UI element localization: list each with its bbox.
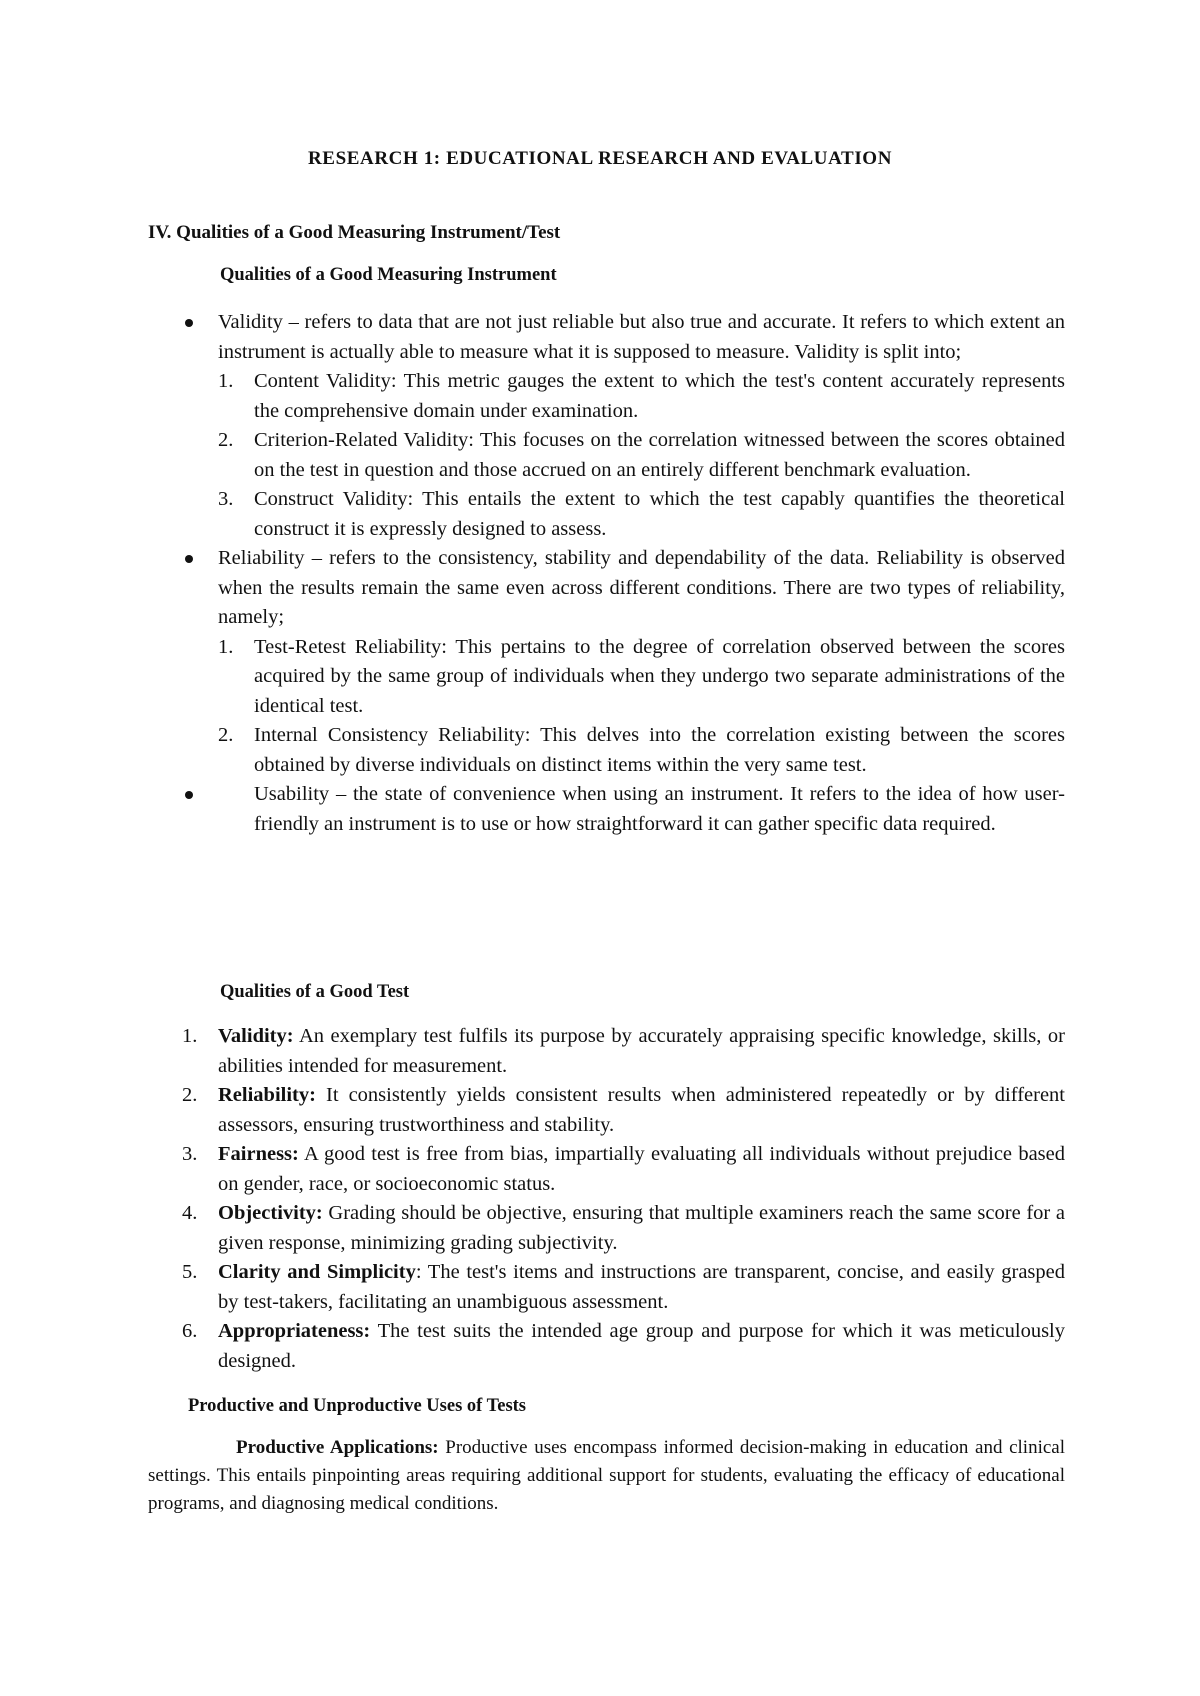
bullet-icon: [185, 555, 193, 563]
validity-bullet: [180, 308, 1065, 367]
instrument-qualities-list: [180, 308, 1065, 839]
list-item: [180, 485, 1065, 544]
list-item: [180, 1022, 1065, 1081]
list-item: [180, 1317, 1065, 1376]
list-number: 2.: [182, 1084, 198, 1106]
usability-bullet: [180, 780, 1065, 839]
list-item-text: An exemplary test fulfils its purpose by accurately appraising specific knowledge, skills, or abilities intended for measurement.: [218, 1025, 1065, 1077]
list-item: [180, 1258, 1065, 1317]
list-number: 1.: [218, 370, 234, 392]
bullet-icon: [185, 319, 193, 327]
list-item-text: Content Validity: This metric gauges the extent to which the test's content accurately represents the comprehensive domain under examination.: [254, 370, 1065, 422]
uses-heading: Productive and Unproductive Uses of Tests: [188, 1396, 527, 1416]
usability-text: Usability – the state of convenience when using an instrument. It refers to the idea of how user-friendly an instrument is to use or how straightforward it can gather specific data required.: [254, 783, 1065, 835]
list-item: [180, 633, 1065, 722]
document-title: RESEARCH 1: EDUCATIONAL RESEARCH AND EVALUATION: [307, 148, 893, 169]
productive-paragraph: [148, 1434, 1065, 1518]
list-item: [180, 367, 1065, 426]
reliability-bullet: [180, 544, 1065, 633]
list-item: [180, 426, 1065, 485]
list-item-text: Internal Consistency Reliability: This delves into the correlation existing between the scores obtained by diverse individuals on distinct items within the very same test.: [254, 724, 1065, 776]
list-item-term: Fairness:: [218, 1143, 299, 1165]
list-item: [180, 1199, 1065, 1258]
list-item: [180, 1081, 1065, 1140]
list-item-text: It consistently yields consistent results when administered repeatedly or by different assessors, ensuring trustworthiness and stability.: [218, 1084, 1065, 1136]
list-item-term: Reliability:: [218, 1084, 316, 1106]
validity-text: Validity – refers to data that are not just reliable but also true and accurate. It refers to which extent an instrument is actually able to measure what it is supposed to measure. Validity is split into;: [218, 311, 1065, 363]
list-number: 2.: [218, 429, 234, 451]
list-number: 4.: [182, 1202, 198, 1224]
list-item-text: A good test is free from bias, impartially evaluating all individuals without prejudice based on gender, race, or socioeconomic status.: [218, 1143, 1065, 1195]
test-heading: Qualities of a Good Test: [220, 982, 410, 1002]
list-item-text: Criterion-Related Validity: This focuses on the correlation witnessed between the scores obtained on the test in question and those accrued on an entirely different benchmark evaluation.: [254, 429, 1065, 481]
list-number: 3.: [182, 1143, 198, 1165]
instrument-heading: Qualities of a Good Measuring Instrument: [220, 265, 557, 285]
list-item-term: Validity:: [218, 1025, 294, 1047]
list-item-term: Objectivity:: [218, 1202, 323, 1224]
list-item-text: Test-Retest Reliability: This pertains to the degree of correlation observed between the scores acquired by the same group of individuals when they undergo two separate administrations of the identical test.: [254, 635, 1065, 717]
list-item: [180, 1140, 1065, 1199]
productive-label: Productive Applications:: [236, 1437, 439, 1458]
list-item-text: The test suits the intended age group and purpose for which it was meticulously designed.: [218, 1320, 1065, 1372]
list-number: 6.: [182, 1320, 198, 1342]
list-number: 1.: [218, 635, 234, 658]
list-item-term: Appropriateness:: [218, 1320, 371, 1342]
section-heading: IV. Qualities of a Good Measuring Instrument/Test: [148, 222, 561, 243]
list-item-term: Clarity and Simplicity: [218, 1261, 416, 1283]
list-item-text: Construct Validity: This entails the extent to which the test capably quantifies the theoretical construct it is expressly designed to assess.: [254, 488, 1065, 540]
test-qualities-list: [180, 1022, 1065, 1376]
list-number: 2.: [218, 724, 234, 746]
list-item-text: : The test's items and instructions are transparent, concise, and easily grasped by test-takers, facilitating an unambiguous assessment.: [218, 1261, 1065, 1313]
bullet-icon: [185, 791, 193, 799]
productive-text: Productive uses encompass informed decision-making in education and clinical settings. This entails pinpointing areas requiring additional support for students, evaluating the efficacy of educational programs, and diagnosing medical conditions.: [148, 1437, 1066, 1514]
list-number: 5.: [182, 1261, 198, 1283]
list-number: 3.: [218, 488, 234, 510]
list-item-text: Grading should be objective, ensuring that multiple examiners reach the same score for a given response, minimizing grading subjectivity.: [218, 1202, 1065, 1254]
reliability-text: Reliability – refers to the consistency, stability and dependability of the data. Reliability is observed when the results remain the same even across different conditions. There are two types of reliability, namely;: [218, 547, 1065, 628]
list-item: [180, 721, 1065, 780]
list-number: 1.: [182, 1025, 198, 1047]
